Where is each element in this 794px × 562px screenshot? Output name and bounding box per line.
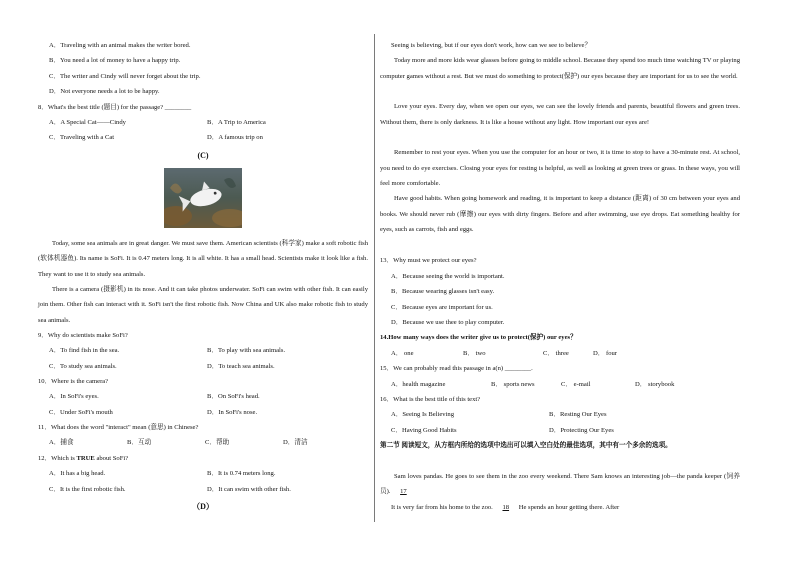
q11-options (38, 435, 368, 450)
left-column (38, 38, 368, 517)
q12-options-row1 (38, 466, 368, 481)
q11-option-d: D．清洁 (283, 439, 308, 447)
section-2-heading: 第二节 阅读短文，从方框内所给的选项中选出可以填入空白处的最佳选项，其中有一个多余的选项。 (380, 442, 672, 450)
q12-option-d: D．It can swim with other fish. (207, 485, 291, 493)
cloze-paragraph-1 (380, 469, 740, 500)
q16-option-b: B．Resting Our Eyes (549, 411, 607, 419)
q12-option-b: B．It is 0.74 meters long. (207, 470, 276, 478)
q10-stem: 10．Where is the camera? (38, 377, 109, 385)
q15-option-d: D． storybook (635, 380, 675, 388)
q15-options (380, 377, 740, 392)
q7-option-c: C．The writer and Cindy will never forget about the trip. (49, 72, 201, 80)
passage-d-paragraph-5: Have good habits. When going homework and reading, it is important to keep a distance (距离) of 30 cm between your eyes and books. We should never rub (摩擦) our eyes with dirty fingers. Before and after swimming, use eye drops. Eat something healthy for eyes, such as carrots, fish and eggs. (380, 195, 740, 234)
q10-options-row2 (38, 405, 368, 420)
q12-stem-emphasis: TRUE (76, 454, 95, 462)
cloze-paragraph-2 (380, 500, 740, 515)
q16-option-d: D．Protecting Our Eyes (549, 426, 614, 434)
q8-option-b: B．A Trip to America (207, 118, 266, 126)
q12-stem-prefix: 12．Which is (38, 454, 77, 462)
q10-option-b: B．On SoFi's head. (207, 393, 260, 401)
q10-options-row1 (38, 389, 368, 404)
q9-option-c: C．To study sea animals. (49, 362, 117, 370)
q12-option-c: C．It is the first robotic fish. (49, 485, 126, 493)
passage-d-line-1: Seeing is believing, but if our eyes don't work, how can we see to believe？ (391, 42, 592, 49)
q10-option-d: D．In SoFi's nose. (207, 408, 258, 416)
q7-option-d: D．Not everyone needs a lot to be happy. (49, 88, 160, 96)
q8-stem: 8．What's the best title (题目) for the passage? ________ (38, 103, 192, 111)
q14-option-b: B． two (463, 349, 486, 357)
passage-c-paragraph-2: There is a camera (摄影机) in its nose. And it can take photos underwater. SoFi can swim with other fish. It can easily join them. Other fish can interact with it. SoFi isn't the first robotic fish. Now China and UK also make robotic fish to study sea animals. (38, 285, 368, 324)
q8-option-c: C．Traveling with a Cat (49, 134, 115, 142)
q14-stem: 14.How many ways does the writer give us to protect(保护) our eyes？ (380, 334, 577, 342)
cloze-2-after: He spends an hour getting there. After (517, 504, 620, 512)
q12-stem (38, 451, 368, 466)
cloze-1-text: Sam loves pandas. He goes to see them in the zoo every weekend. There Sam knows an interesting job—the panda keeper (饲养员). (380, 473, 740, 496)
section-c-label: (C) (197, 150, 209, 160)
q9-options-row2 (38, 359, 368, 374)
q16-stem: 16．What is the best title of this text? (380, 395, 481, 403)
q9-option-b: B．To play with sea animals. (207, 347, 286, 355)
passage-d-paragraph-4: Remember to rest your eyes. When you use the computer for an hour or two, it is time to stop to have a 30-minute rest. At school, you need to do eye exercises. Closing your eyes for resting is helpful, as well as looking at green trees or grass. In these ways, you will feel more comfortable. (380, 149, 740, 188)
q16-options-row2 (380, 423, 740, 438)
q16-option-a: A．Seeing Is Believing (391, 411, 454, 419)
q9-stem: 9．Why do scientists make SoFi? (38, 331, 128, 339)
q11-stem: 11．What does the word "interact" mean (意思) in Chinese? (38, 424, 199, 432)
q15-stem: 15．We can probably read this passage in a(n) ________. (380, 365, 533, 373)
q7-option-a: A．Traveling with an animal makes the writer bored. (49, 42, 191, 49)
q13-option-d: D．Because we use thee to play computer. (391, 318, 505, 326)
q13-option-b: B．Because wearing glasses isn't easy. (391, 288, 495, 296)
q10-option-a: A．In SoFi's eyes. (49, 393, 99, 401)
q9-option-a: A．To find fish in the sea. (49, 347, 120, 355)
right-column (380, 38, 740, 515)
section-d-label: （D） (192, 502, 214, 512)
q10-option-c: C．Under SoFi's mouth (49, 408, 113, 416)
q16-options-row1 (380, 407, 740, 422)
sofi-photo (38, 168, 368, 230)
q8-option-d: D．A famous trip on (207, 134, 263, 142)
q13-stem: 13．Why must we protect our eyes? (380, 257, 477, 265)
passage-d-paragraph-3: Love your eyes. Every day, when we open our eyes, we can see the lovely friends and parents, beautiful flowers and green trees. Without them, there is only darkness. It is like a house without any light. How important our eyes are! (380, 103, 740, 126)
q12-option-a: A．It has a big head. (49, 470, 106, 478)
q8-option-a: A．A Special Cat——Cindy (49, 118, 126, 126)
q14-options (380, 346, 740, 361)
passage-d-paragraph-2: Today more and more kids wear glasses before going to middle school. Because they spend too much time watching TV or playing computer games without a rest. But we must do something to protect(保护) our eyes because they are important for us to see the world. (380, 57, 740, 80)
blank-18: 18 (502, 504, 510, 512)
cloze-2-text: It is very far from his home to the zoo. (391, 504, 495, 512)
q7-option-b: B．You need a lot of money to have a happy trip. (49, 57, 181, 65)
blank-17: 17 (400, 488, 407, 496)
q11-option-a: A．捕食 (49, 439, 74, 447)
q15-option-b: B． sports news (491, 380, 535, 388)
q11-option-b: B．互动 (127, 439, 152, 447)
robotic-fish-image (164, 168, 242, 228)
q11-option-c: C．帮助 (205, 439, 230, 447)
q13-option-a: A．Because seeing the world is important. (391, 272, 505, 280)
passage-c-paragraph-1: Today, some sea animals are in great danger. We must save them. American scientists (科学家) make a soft robotic fish (软体机器鱼). Its name is SoFi. It is 0.47 meters long. It is all white. It has a small head. Scientists make it look like a fish. They want to use it to study sea animals. (38, 239, 368, 278)
q9-options-row1 (38, 343, 368, 358)
q13-option-c: C．Because eyes are important for us. (391, 303, 493, 311)
q14-option-a: A． one (391, 349, 414, 357)
column-divider (374, 34, 375, 522)
q16-option-c: C．Having Good Habits (391, 426, 457, 434)
q8-options-row2 (38, 130, 368, 145)
q9-option-d: D．To teach sea animals. (207, 362, 275, 370)
q12-stem-suffix: about SoFi? (94, 454, 129, 462)
q15-option-a: A．health magazine (391, 380, 446, 388)
q15-option-c: C． e-mail (561, 380, 591, 388)
q14-option-d: D． four (593, 349, 617, 357)
q14-option-c: C． three (543, 349, 569, 357)
q12-options-row2 (38, 482, 368, 497)
q8-options-row1 (38, 115, 368, 130)
